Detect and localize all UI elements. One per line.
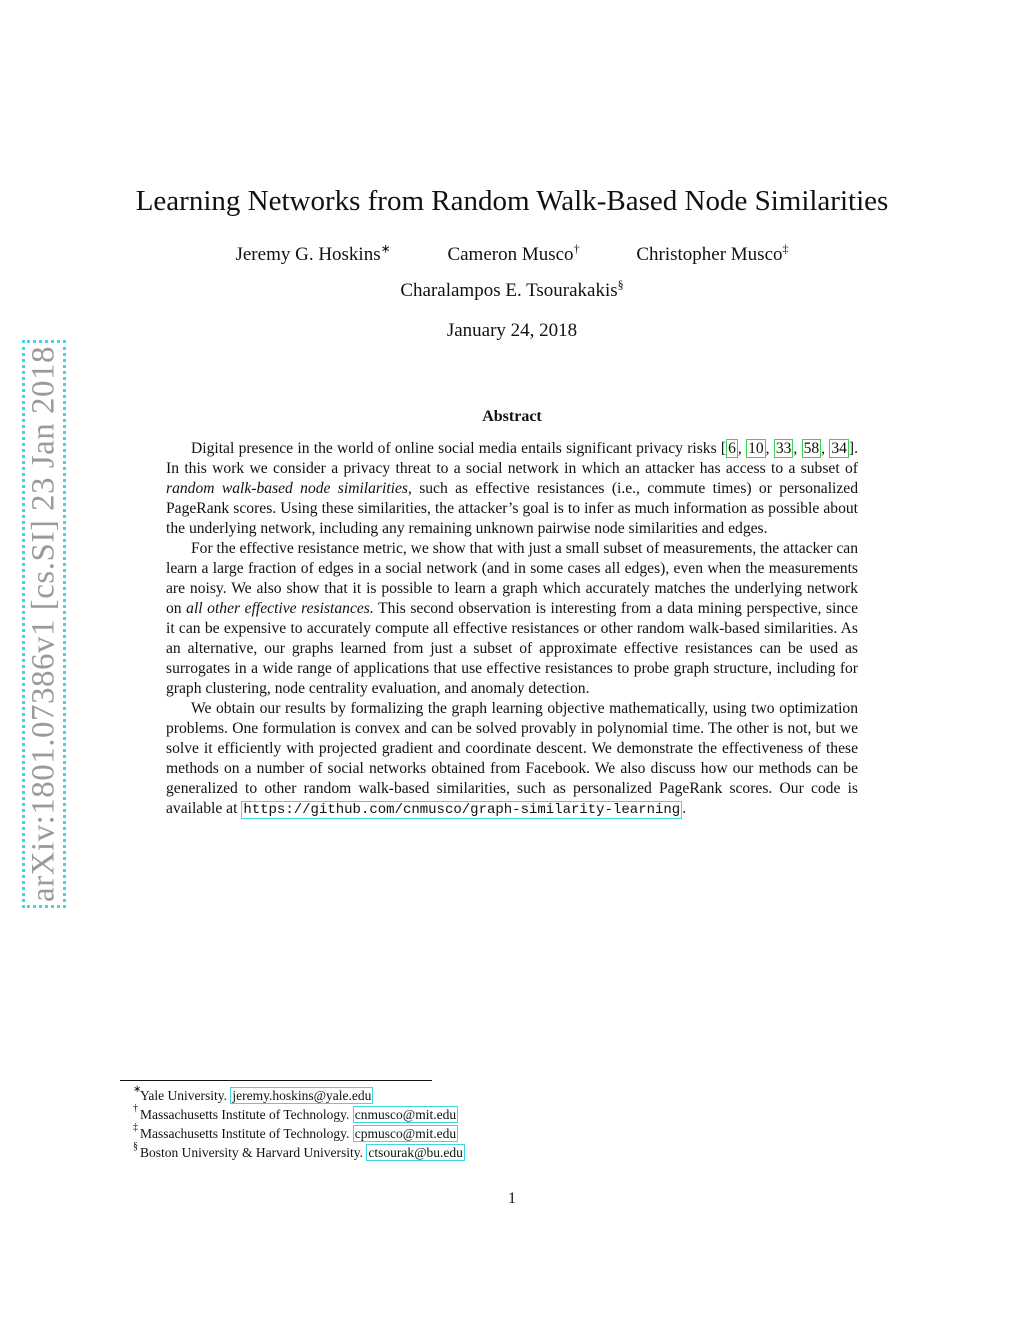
- abstract-paragraph-3: We obtain our results by formalizing the graph learning objective mathematically, using two optimization problems. One formulation is convex and can be solved provably in polynomial time. The other is not, but we solve it efficiently with projected gradient and coordinate descent. We demonstrate the effectiveness of these methods on a number of social networks obtained from Facebook. We also discuss how our methods can be generalized to other random walk-based similarities, such as personalized PageRank scores. Our code is available at https://github.com/cnmusco/graph-similarity-learning .: [166, 700, 858, 818]
- footnotes: [133, 1084, 465, 1162]
- author: Charalampos E. Tsourakakis§: [400, 277, 624, 301]
- paper-date: January 24, 2018: [446, 320, 578, 341]
- page-number: 1: [508, 1190, 516, 1207]
- code-url-link[interactable]: https://github.com/cnmusco/graph-similarity-learning: [243, 802, 681, 818]
- abstract-heading: Abstract: [482, 408, 542, 425]
- abstract-body: [166, 439, 858, 820]
- footnote: ‡ Massachusetts Institute of Technology. cpmusco@mit.edu: [133, 1122, 457, 1141]
- abstract-paragraph-2: For the effective resistance metric, we show that with just a small subset of measurements, the attacker can learn a large fraction of edges in a social network (and in some cases all edges), even when the measurements are noisy. We also show that it is possible to learn a graph which accurately matches the underlying network on all other effective resistances. This second observation is interesting from a data mining perspective, since it can be expensive to accurately compute all effective resistances or other random walk-based similarities. As an alternative, our graphs learned from just a subset of approximate effective resistances can be used as surrogates in a wide range of applications that use effective resistances to probe graph structure, including for graph clustering, node centrality evaluation, and anomaly detection.: [166, 540, 859, 697]
- citation-link[interactable]: 33: [775, 440, 792, 457]
- email-link[interactable]: cpmusco@mit.edu: [354, 1126, 457, 1141]
- email-link[interactable]: ctsourak@bu.edu: [368, 1145, 463, 1160]
- author: Christopher Musco‡: [636, 241, 789, 265]
- author: Cameron Musco†: [447, 241, 580, 265]
- footnote-rule: [120, 1080, 432, 1081]
- citation-link[interactable]: 34: [831, 440, 847, 457]
- footnote: † Massachusetts Institute of Technology. cnmusco@mit.edu: [133, 1103, 457, 1122]
- paper-title: Learning Networks from Random Walk-Based Node Similarities: [135, 185, 889, 217]
- citation-link[interactable]: 6: [728, 440, 736, 457]
- author-line-1: [0, 241, 1024, 266]
- citation-link[interactable]: 10: [748, 440, 764, 457]
- citation-link[interactable]: 58: [803, 440, 820, 457]
- arxiv-id-stamp: arXiv:1801.07386v1 [cs.SI] 23 Jan 2018: [25, 345, 62, 903]
- abstract-paragraph-1: Digital presence in the world of online social media entails significant privacy risks [ 6 , 10 , 33 , 58 , 34 ]. In this work we consider a privacy threat to a social network in which an attacker has access to a subset of random walk-based node similarities, such as effective resistances (i.e., commute times) or personalized PageRank scores. Using these similarities, the attacker’s goal is to infer as much information as possible about the underlying network, including any remaining unknown pairwise node similarities and edges.: [166, 440, 858, 537]
- author: Jeremy G. Hoskins∗: [235, 241, 391, 265]
- email-link[interactable]: cnmusco@mit.edu: [354, 1107, 457, 1122]
- footnote: § Boston University & Harvard University. ctsourak@bu.edu: [133, 1141, 463, 1160]
- footnote: ∗ Yale University. jeremy.hoskins@yale.edu: [133, 1084, 372, 1103]
- author-line-2: [0, 277, 1024, 302]
- email-link[interactable]: jeremy.hoskins@yale.edu: [232, 1088, 372, 1103]
